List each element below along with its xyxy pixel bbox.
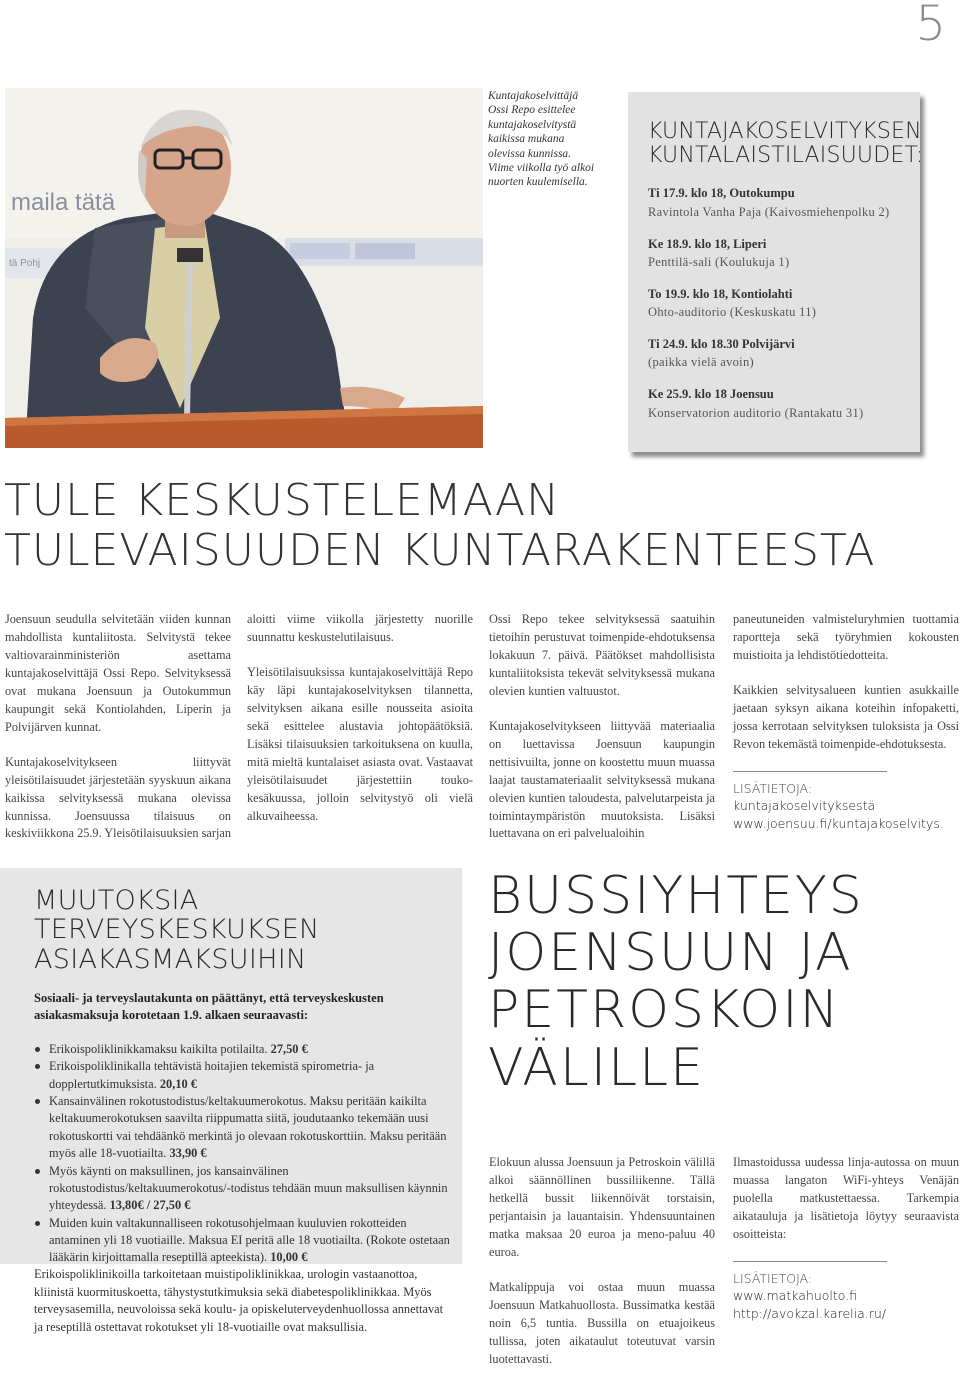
fees-box <box>0 868 462 1264</box>
info-link[interactable]: www.joensuu.fi/kuntajakoselvitys. <box>733 815 944 831</box>
event-when: Ti 24.9. klo 18.30 Polvijärvi <box>648 337 795 352</box>
fees-lead: Sosiaali- ja terveyslautakunta on päättänyt, että terveyskeskusten asiakasmaksuja korotetaan 1.9. alkaen seuraavasti: <box>34 991 384 1023</box>
event-where: Ravintola Vanha Paja (Kaivosmiehenpolku 2) <box>648 204 890 219</box>
info-label: LISÄTIETOJA: <box>733 1270 813 1286</box>
article-headline: TULE KESKUSTELEMAAN TULEVAISUUDEN KUNTARAKENTEESTA <box>4 475 876 576</box>
list-item: Erikoispoliklinikkamaksu kaikilta potilailta. 27,50 € <box>34 1041 452 1058</box>
info-link[interactable]: http://avokzal.karelia.ru/ <box>733 1305 886 1321</box>
fee-price: 33,90 € <box>169 1146 207 1161</box>
article-column-1 <box>5 611 231 860</box>
paragraph: Matkalippuja voi ostaa muun muassa Joensuun Matkahuollosta. Bussimatka kestää noin 6,5 tuntia. Bussilla on etuajoikeus tullissa, joten aikataulut toteutuvat varsin luotettavasti. <box>489 1279 715 1366</box>
bus-headline: BUSSIYHTEYS JOENSUUN JA PETROSKOIN VÄLILLE <box>488 866 864 1098</box>
divider <box>733 1261 887 1262</box>
events-infobox <box>628 92 924 452</box>
paragraph: Joensuun seudulla selvitetään viiden kunnan mahdollista kuntaliitosta. Selvitystä tekee valtiovarainministeriön asettama kuntajakoselvittäjä Ossi Repo. Selvityksessä ovat mukana Joensuun ja Outokummun kaupungit sekä Kontiolahden, Liperin ja Polvijärven kunnat. <box>5 612 231 734</box>
list-item: Erikoispoliklinikalla tehtävistä hoitajien tekemistä spirometria- ja dopplertutkimuksista. 20,10 € <box>34 1058 452 1093</box>
bus-column-1 <box>489 1154 715 1376</box>
screen-small-text: tä Pohj <box>9 258 41 269</box>
event-item <box>648 285 902 321</box>
fees-list <box>34 1041 452 1267</box>
divider <box>733 771 887 772</box>
photo-caption: Kuntajakoselvittäjä Ossi Repo esittelee kuntajakoselvitystä kaikissa mukana olevissa kunnissa. Viime viikolla työ alkoi nuorten kuulemisella. <box>488 90 595 189</box>
fee-price: 20,10 € <box>159 1076 197 1091</box>
info-text: kuntajakoselvityksestä <box>733 798 876 814</box>
paragraph: aloitti viime viikolla järjestetty nuorille suunnattu keskustelutilaisuus. <box>247 612 473 644</box>
event-when: Ke 25.9. klo 18 Joensuu <box>648 387 774 402</box>
list-item: Kansainvälinen rokotustodistus/keltakuumerokotus. Maksu peritään kaikilta keltakuumerokotuksen saavilta riippumatta siitä, joudutaanko tekemään uusi rokotuskortti vai tehdäänkö merkintä jo olevaan rokotuskorttiin. Maksu peritään myös alle 18-vuotiailta. 33,90 € <box>34 1093 452 1162</box>
infobox-title: KUNTAJAKOSELVITYKSEN KUNTALAISTILAISUUDET: <box>648 119 924 169</box>
article-column-4 <box>733 611 959 832</box>
fees-footer: Erikoispoliklinikoilla tarkoitetaan muistipoliklinikkaa, urologin vastaanottoa, kliinistä kuormituskoetta, tähystystutkimuksia sekä diabetespoliklinikkaa. Myös terveysasemilla, neuvoloissa sekä koulu- ja opiskeluterveydenhuollossa annettavat ja reseptillä ostettavat rokotukset yli 18-vuotiaille ovat maksullisia. <box>34 1267 444 1334</box>
fees-title: MUUTOKSIA TERVEYSKESKUKSEN ASIAKASMAKSUIHIN <box>34 885 320 975</box>
paragraph: Kaikkien selvitysalueen kuntien asukkaille jaetaan syksyn aikana koteihin infopaketti, jossa kerrotaan selvityksen tuloksista ja Ossi Revon tekemästä toimenpide-ehdotuksesta. <box>733 682 959 751</box>
event-where: Ohto-auditorio (Keskuskatu 11) <box>648 305 817 319</box>
event-item <box>648 385 902 421</box>
screen-text: maila tätä <box>11 189 116 216</box>
event-where: Penttilä-sali (Koulukuja 1) <box>648 254 790 269</box>
article-column-3 <box>489 611 715 860</box>
event-when: Ke 18.9. klo 18, Liperi <box>648 236 767 251</box>
page-number: 5 <box>915 0 946 52</box>
fee-price: 10,00 € <box>270 1250 308 1265</box>
paragraph: Elokuun alussa Joensuun ja Petroskoin välillä alkoi säännöllinen bussiliikenne. Tällä hetkellä bussit liikennöivät torstaisin, perjantaisin ja lauantaisin. Yhdensuuntainen matka maksaa 20 euroa ja meno-paluu 40 euroa. <box>489 1155 715 1259</box>
list-item: Myös käynti on maksullinen, jos kansainvälinen rokotustodistus/keltakuumerokotus/-todistus tehdään muun maksullisen käynnin yhteydessä. 13,80€ / 27,50 € <box>34 1163 452 1215</box>
fee-price: 13,80€ / 27,50 € <box>109 1198 191 1213</box>
event-item <box>648 235 902 271</box>
info-link[interactable]: www.matkahuolto.fi <box>733 1288 858 1304</box>
event-where: Konservatorion auditorio (Rantakatu 31) <box>648 405 864 420</box>
paragraph: Kuntajakoselvitykseen liittyvät yleisötilaisuudet järjestetään syyskuun aikana kaikissa selvityksessä mukana olevissa kunnissa. Joensuussa tilaisuus on keskiviikkona 25.9. Yleisötilaisuuksien sarjan <box>5 754 231 841</box>
event-when: To 19.9. klo 18, Kontiolahti <box>648 286 793 301</box>
event-item <box>648 335 902 371</box>
article-column-2 <box>247 611 473 842</box>
paragraph: Ilmastoidussa uudessa linja-autossa on muun muassa langaton WiFi-yhteys Venäjän puolella matkustettaessa. Tarkempia aikatauluja ja lisätietoja löytyy seuraavista osoitteista: <box>733 1155 959 1241</box>
event-item <box>648 184 902 220</box>
list-item: Muiden kuin valtakunnalliseen rokotusohjelmaan kuuluvien rokotteiden antaminen yli 18 vuotiaille. Maksua EI peritä alle 18 vuotiailta. (Rokote ostetaan lääkärin kirjoittamalla reseptillä apteekista). 10,00 € <box>34 1215 452 1267</box>
paragraph: paneutuneiden valmisteluryhmien tuottamia raportteja sekä työryhmien kokousten muistioita ja lehdistötiedotteita. <box>733 612 959 662</box>
paragraph: Kuntajakoselvitykseen liittyvää materiaalia on luettavissa Joensuun kaupungin nettisivuilta, jonne on koostettu muun muassa laajat taustamateriaalit selvityksessä mukana olevien kuntien taloudesta, palvelutarpeista ja toimintaympäristön muutoksista. Lisäksi luettavana on eri palvelualoihin <box>489 718 715 841</box>
fee-price: 27,50 € <box>270 1042 308 1057</box>
event-when: Ti 17.9. klo 18, Outokumpu <box>648 186 795 201</box>
speaker-photo <box>5 88 483 448</box>
bus-column-2 <box>733 1154 959 1322</box>
event-where: (paikka vielä avoin) <box>648 355 754 370</box>
paragraph: Yleisötilaisuuksissa kuntajakoselvittäjä Repo käy läpi kuntajakoselvityksen tilannetta, selvityksen aikana esille nousseita asioita sekä esittelee alustavia johtopäätöksiä. Lisäksi tilaisuuksien tarkoituksena on kuulla, mitä mieltä kuntalaiset asiasta ovat. Vastaavat yleisötilaisuudet järjestettiin touko-kesäkuussa, jolloin selvitystyö oli vielä alkuvaiheessa. <box>247 664 473 823</box>
paragraph: Ossi Repo tekee selvityksessä saatuihin tietoihin perustuvat toimenpide-ehdotuksensa lokakuun 7. päivä. Päätökset mahdollisista kuntaliitoksista tekevät selvityksessä mukana olevien kuntien valtuustot. <box>489 612 715 698</box>
info-label: LISÄTIETOJA: <box>733 780 813 796</box>
